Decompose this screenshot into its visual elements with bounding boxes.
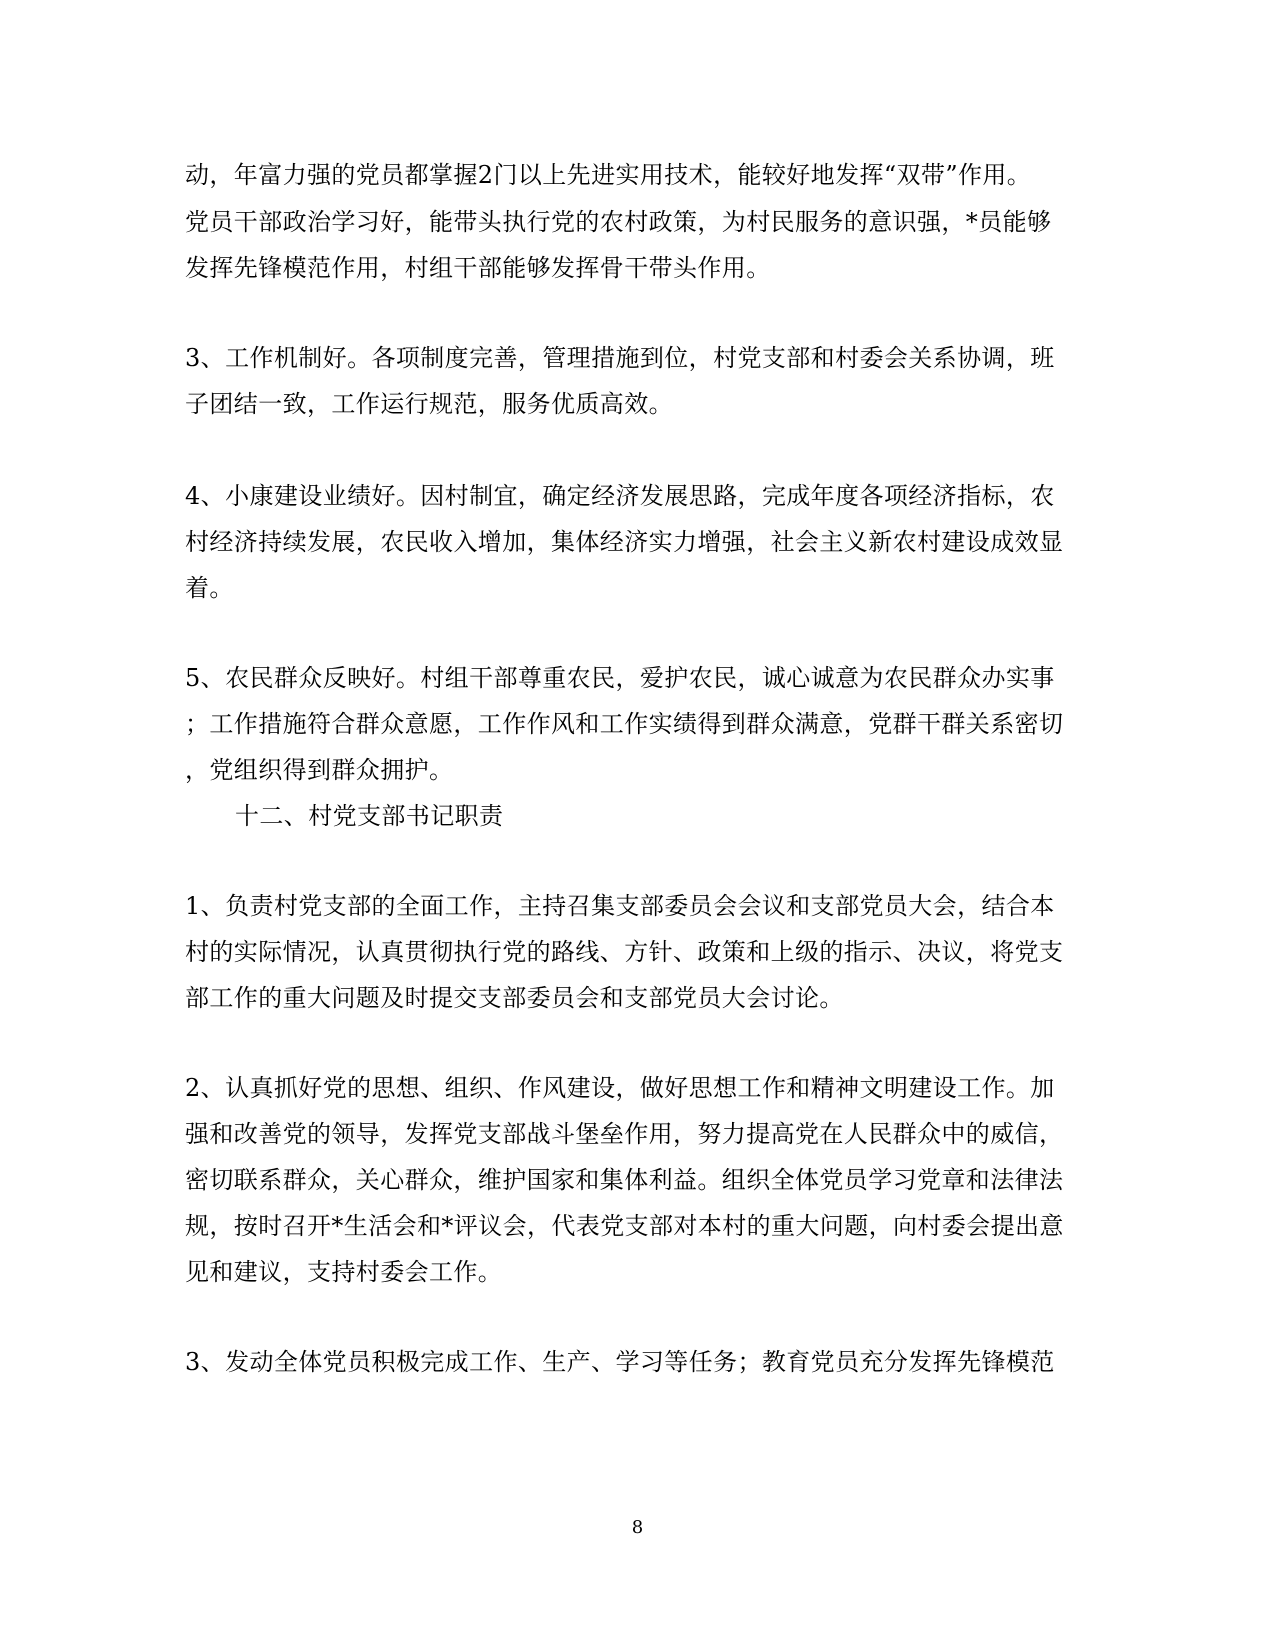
text-line: 村经济持续发展，农民收入增加，集体经济实力增强，社会主义新农村建设成效显 [185, 528, 1064, 556]
text-line: 3、发动全体党员积极完成工作、生产、学习等任务；教育党员充分发挥先锋模范 [185, 1348, 1055, 1376]
text-line: 5、农民群众反映好。村组干部尊重农民，爱护农民，诚心诚意为农民群众办实事 [185, 664, 1055, 692]
text-line: 密切联系群众，关心群众，维护国家和集体利益。组织全体党员学习党章和法律法 [185, 1166, 1064, 1194]
section-heading: 十二、村党支部书记职责 [235, 802, 504, 830]
text-line: 部工作的重大问题及时提交支部委员会和支部党员大会讨论。 [185, 984, 844, 1012]
text-line: 强和改善党的领导，发挥党支部战斗堡垒作用，努力提高党在人民群众中的威信， [185, 1120, 1064, 1148]
text-line: 子团结一致，工作运行规范，服务优质高效。 [185, 390, 673, 418]
text-line: 着。 [185, 574, 234, 602]
text-line: 村的实际情况，认真贯彻执行党的路线、方针、政策和上级的指示、决议，将党支 [185, 938, 1064, 966]
text-line: 1、负责村党支部的全面工作，主持召集支部委员会会议和支部党员大会，结合本 [185, 892, 1055, 920]
text-line: 3、工作机制好。各项制度完善，管理措施到位，村党支部和村委会关系协调，班 [185, 344, 1055, 372]
text-line: 4、小康建设业绩好。因村制宜，确定经济发展思路，完成年度各项经济指标，农 [185, 482, 1055, 510]
text-line: 党员干部政治学习好，能带头执行党的农村政策，为村民服务的意识强，*员能够 [185, 208, 1052, 236]
page-number: 8 [631, 1517, 644, 1538]
text-line: 2、认真抓好党的思想、组织、作风建设，做好思想工作和精神文明建设工作。加 [185, 1074, 1055, 1102]
text-line: ，党组织得到群众拥护。 [185, 756, 454, 784]
text-line: 动，年富力强的党员都掌握2门以上先进实用技术，能较好地发挥“双带”作用。 [185, 161, 1032, 189]
text-line: 发挥先锋模范作用，村组干部能够发挥骨干带头作用。 [185, 254, 771, 282]
text-line: 见和建议，支持村委会工作。 [185, 1258, 503, 1286]
text-line: 规，按时召开*生活会和*评议会，代表党支部对本村的重大问题，向村委会提出意 [185, 1212, 1064, 1240]
text-line: ；工作措施符合群众意愿，工作作风和工作实绩得到群众满意，党群干群关系密切 [185, 710, 1064, 738]
